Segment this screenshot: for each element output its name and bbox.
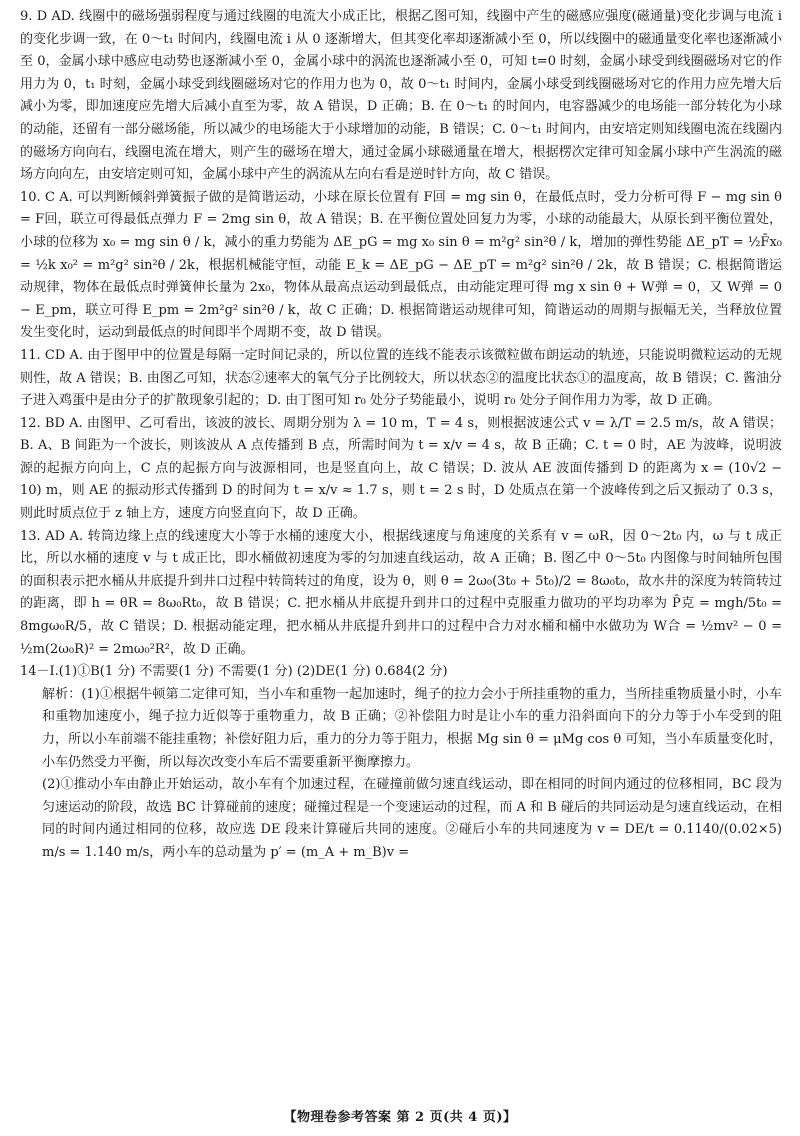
page-footer: 【物理卷参考答案 第 2 页(共 4 页)】 [283, 1110, 517, 1125]
answer-q11: 11. CD A. 由于图甲中的位置是每隔一定时间记录的，所以位置的连线不能表示该微粒做布朗运动的轨迹，只能说明微粒运动的无规则性，故 A 错误；B. 由图乙可知，状态②速率大的氧气分子比例较大，所以状态②的温度比状态①的温度高，故 B 错误；C. 酱油分子进入鸡蛋中是由分子的扩散现象引起的；D. 由丁图可知 r₀ 处分子势能最小，说明 r₀ 处分子间作用力为零，故 D 正确。 [20, 347, 782, 409]
answer-q14-key: 14－Ⅰ.(1)①B(1 分) 不需要(1 分) 不需要(1 分) (2)DE(1 分) 0.684(2 分) [20, 664, 448, 680]
answer-q10: 10. C A. 可以判断倾斜弹簧振子做的是简谐运动，小球在原长位置有 F回 = mg sin θ，在最低点时，受力分析可得 F − mg sin θ = F回，联立可得最低点弹力 F = 2mg sin θ，故 A 错误；B. 在平衡位置处回复力为零，小球的动能最大，从原长到平衡位置处，小球的位移为 x₀ = mg sin θ / k，减小的重力势能为 ΔE_pG = mg x₀ sin θ = m²g² sin²θ / k，增加的弹性势能 ΔE_pT = ½F̄x₀ = ½k x₀² = m²g² sin²θ / 2k，根据机械能守恒，动能 E_k = ΔE_pG − ΔE_pT = m²g² sin²θ / 2k，故 B 错误；C. 根据简谐运动规律，物体在最低点时弹簧伸长量为 2x₀，物体从最高点运动到最低点，由动能定理可得 mg x sin θ + W弹 = 0，又 W弹 = 0 − E_pm，联立可得 E_pm = 2m²g² sin²θ / k，故 C 正确；D. 根据简谐运动规律可知，简谐运动的周期与振幅无关，当释放位置发生变化时，运动到最低点的时间即半个周期不变，故 D 错误。 [20, 189, 782, 341]
answer-q14-analysis-2: (2)①推动小车由静止开始运动，故小车有个加速过程，在碰撞前做匀速直线运动，即在相同的时间内通过的位移相同，BC 段为匀速运动的阶段，故选 BC 计算碰前的速度；碰撞过程是一个变速运动的过程，而 A 和 B 碰后的共同运动是匀速直线运动，在相同的时间内通过相同的位移，故应选 DE 段来计算碰后共同的速度。②碰后小车的共同速度为 v = DE/t = 0.1140/(0.02×5) m/s = 1.140 m/s，两小车的总动量为 p′ = (m_A + m_B)v = [42, 777, 782, 860]
answer-q14-analysis-1: 解析：(1)①根据牛顿第二定律可知，当小车和重物一起加速时，绳子的拉力会小于所挂重物的重力，当所挂重物质量小时，小车和重物加速度小，绳子拉力近似等于重物重力，故 B 正确；②补偿阻力时是让小车的重力沿斜面向下的分力等于小车受到的阻力，所以小车前端不能挂重物；补偿好阻力后，重力的分力等于阻力，根据 Mg sin θ = μMg cos θ 可知，当小车质量变化时，小车仍然受力平衡，所以每次改变小车后不需要重新平衡摩擦力。 [42, 686, 782, 770]
answer-q9: 9. D AD. 线圈中的磁场强弱程度与通过线圈的电流大小成正比，根据乙图可知，线圈中产生的磁感应强度(磁通量)变化步调与电流 i 的变化步调一致，在 0～t₁ 时间内，线圈电流 i 从 0 逐渐增大，但其变化率却逐渐减小至 0，所以线圈中的磁通量变化率也逐渐减小至 0，金属小球中感应电动势也逐渐减小至 0，金属小球中的涡流也逐渐减小至 0，可知 t=0 时刻，金属小球受到线圈磁场对它的作用力为 0，t₁ 时刻，金属小球受到线圈磁场对它的作用力也为 0，故 0～t₁ 时间内，金属小球受到线圈磁场对它的作用力应先增大后减小为零，即加速度应先增大后减小直至为零，故 A 错误，D 正确；B. 在 0～t₁ 的时间内，电容器减少的电场能一部分转化为小球的动能，还留有一部分磁场能，所以减少的电场能大于小球增加的动能，B 错误；C. 0～t₁ 时间内，由安培定则知线圈电流在线圈内的磁场方向向右，线圈电流在增大，则产生的磁场在增大，通过金属小球磁通量在增大，根据楞次定律可知金属小球中产生涡流的磁场方向向左，由安培定则可知，金属小球中产生的涡流从左向右看是逆时针方向，故 C 错误。 [20, 9, 782, 183]
answer-page [20, 6, 782, 865]
answer-q13: 13. AD A. 转筒边缘上点的线速度大小等于水桶的速度大小，根据线速度与角速度的关系有 v = ωR，因 0～2t₀ 内，ω 与 t 成正比，所以水桶的速度 v 与 t 成正比，即水桶做初速度为零的匀加速直线运动，故 A 正确；B. 图乙中 0～5t₀ 内图像与时间轴所包围的面积表示把水桶从井底提升到井口过程中转筒转过的角度，设为 θ，则 θ = 2ω₀(3t₀ + 5t₀)/2 = 8ω₀t₀，故水井的深度为转筒转过的距离，即 h = θR = 8ω₀Rt₀，故 B 错误；C. 把水桶从井底提升到井口的过程中克服重力做功的平均功率为 P̄克 = mgh/5t₀ = 8mgω₀R/5，故 C 错误；D. 根据动能定理，把水桶从井底提升到井口的过程中合力对水桶和桶中水做功为 W合 = ½mv² − 0 = ½m(2ω₀R)² = 2mω₀²R²，故 D 正确。 [20, 528, 782, 657]
answer-q12: 12. BD A. 由图甲、乙可看出，该波的波长、周期分别为 λ = 10 m，T = 4 s，则根据波速公式 v = λ/T = 2.5 m/s，故 A 错误；B. A、B 间距为一个波长，则该波从 A 点传播到 B 点，所需时间为 t = x/v = 4 s，故 B 正确；C. t = 0 时，AE 为波峰，说明波源的起振方向向上，C 点的起振方向与波源相同，也是竖直向上，故 C 错误；D. 波从 AE 波面传播到 D 的距离为 x = (10√2 − 10) m，则 AE 的振动形式传播到 D 的时间为 t = x/v ≈ 1.7 s，则 t = 2 s 时，D 处质点在第一个波峰传到之后又振动了 0.3 s，则此时质点位于 z 轴上方，速度方向竖直向下，故 D 正确。 [20, 415, 782, 522]
